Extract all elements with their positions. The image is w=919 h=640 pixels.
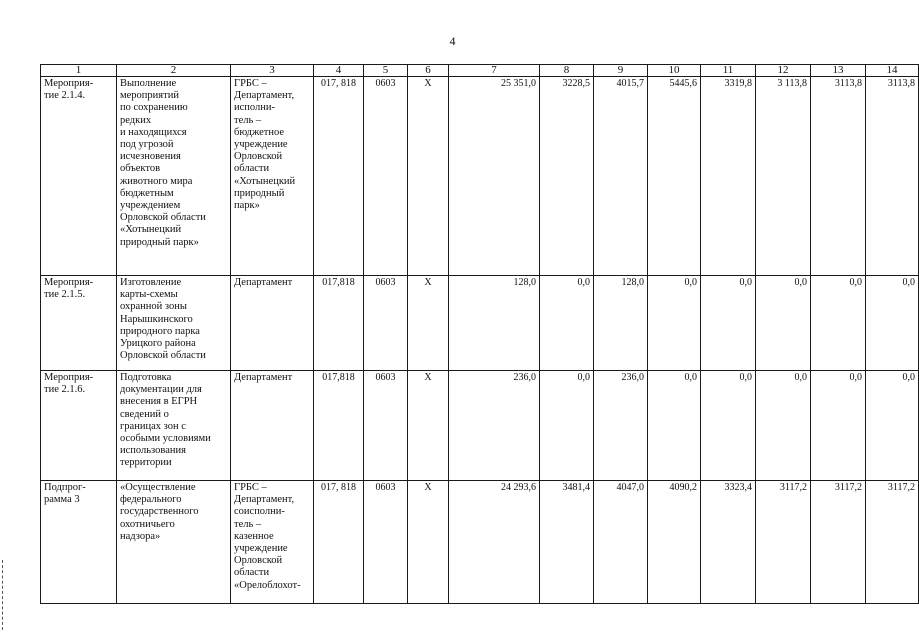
cell-text-line: рамма 3 <box>44 494 80 506</box>
table-body <box>41 65 919 604</box>
value-cell: 0,0 <box>866 276 919 371</box>
table-row <box>41 371 919 481</box>
cell-text-line: Изготовление <box>120 277 182 288</box>
cell-text-line: бюджетное <box>234 126 285 138</box>
value-cell: 017,818 <box>314 371 364 481</box>
cell-text-line: природный парк» <box>120 236 199 248</box>
item-name-cell <box>117 276 231 371</box>
cell-text-line: казенное <box>234 530 274 542</box>
cell-text-line: животного мира <box>120 175 193 187</box>
value-cell: 0603 <box>364 371 408 481</box>
cell-text-line: документации для <box>120 384 202 396</box>
cell-text-line: под угрозой <box>120 139 174 151</box>
cell-text-line: использования <box>120 445 186 457</box>
item-name-cell <box>117 371 231 481</box>
value-cell: 3117,2 <box>756 481 811 604</box>
item-code-cell <box>41 276 117 371</box>
cell-text-line: границах зон с <box>120 420 186 432</box>
value-cell: Х <box>408 276 449 371</box>
cell-text-line: особыми условиями <box>120 433 211 445</box>
cell-text-line: Мероприя- <box>44 372 94 383</box>
value-cell: 3 113,8 <box>756 77 811 276</box>
value-cell: 017,818 <box>314 276 364 371</box>
value-cell: Х <box>408 77 449 276</box>
table-row <box>41 77 919 276</box>
cell-text-line: учреждение <box>234 139 288 151</box>
value-cell: 0,0 <box>756 371 811 481</box>
value-cell: 3117,2 <box>866 481 919 604</box>
cell-text-line: соисполни- <box>234 506 285 518</box>
column-number: 5 <box>364 65 408 77</box>
value-cell: 0,0 <box>811 371 866 481</box>
value-cell: 0,0 <box>648 371 701 481</box>
value-cell: 0,0 <box>756 276 811 371</box>
value-cell: 4090,2 <box>648 481 701 604</box>
column-number: 13 <box>811 65 866 77</box>
value-cell: 3228,5 <box>540 77 594 276</box>
cell-text-line: Орловской <box>234 151 283 163</box>
table-row <box>41 481 919 604</box>
budget-table <box>40 64 919 604</box>
column-number: 2 <box>117 65 231 77</box>
value-cell: 0,0 <box>866 371 919 481</box>
cell-text-line: Департамент <box>234 372 293 383</box>
cell-text-line: мероприятий <box>120 90 179 102</box>
column-number: 7 <box>449 65 540 77</box>
column-number-row <box>41 65 919 77</box>
cell-text-line: ГРБС – <box>234 482 267 493</box>
item-name-cell <box>117 481 231 604</box>
cell-text-line: «Хотынецкий <box>234 175 296 187</box>
responsible-cell <box>231 481 314 604</box>
value-cell: 236,0 <box>449 371 540 481</box>
cell-text-line: «Осуществление <box>120 482 196 493</box>
column-number: 11 <box>701 65 756 77</box>
cell-text-line: учреждение <box>234 543 288 555</box>
column-number: 10 <box>648 65 701 77</box>
item-code-cell <box>41 77 117 276</box>
value-cell: 24 293,6 <box>449 481 540 604</box>
cell-text-line: карты-схемы <box>120 289 178 301</box>
value-cell: 3319,8 <box>701 77 756 276</box>
value-cell: 3117,2 <box>811 481 866 604</box>
cell-text-line: и находящихся <box>120 126 187 138</box>
value-cell: Х <box>408 371 449 481</box>
cell-text-line: территории <box>120 457 172 469</box>
cell-text-line: Департамент <box>234 277 293 288</box>
column-number: 9 <box>594 65 648 77</box>
value-cell: 0,0 <box>540 371 594 481</box>
cell-text-line: Подпрог- <box>44 482 86 493</box>
cell-text-line: Орловской области <box>120 212 206 224</box>
value-cell: 128,0 <box>449 276 540 371</box>
cell-text-line: охотничьего <box>120 518 175 530</box>
cell-text-line: Урицкого района <box>120 338 196 350</box>
item-code-cell <box>41 481 117 604</box>
cell-text-line: Мероприя- <box>44 277 94 288</box>
value-cell: 4047,0 <box>594 481 648 604</box>
cell-text-line: редких <box>120 114 152 126</box>
cell-text-line: исчезновения <box>120 151 181 163</box>
cell-text-line: Нарышкинского <box>120 313 193 325</box>
value-cell: 4015,7 <box>594 77 648 276</box>
cell-text-line: ГРБС – <box>234 78 267 89</box>
cell-text-line: «Хотынецкий <box>120 224 182 236</box>
cell-text-line: по сохранению <box>120 102 188 114</box>
value-cell: 017, 818 <box>314 481 364 604</box>
cell-text-line: области <box>234 567 270 579</box>
cell-text-line: сведений о <box>120 408 169 420</box>
cell-text-line: тие 2.1.6. <box>44 384 86 396</box>
value-cell: 0,0 <box>648 276 701 371</box>
cell-text-line: исполни- <box>234 102 275 114</box>
value-cell: 0,0 <box>540 276 594 371</box>
value-cell: Х <box>408 481 449 604</box>
value-cell: 128,0 <box>594 276 648 371</box>
value-cell: 3481,4 <box>540 481 594 604</box>
cell-text-line: тие 2.1.5. <box>44 289 86 301</box>
cell-text-line: тель – <box>234 114 262 126</box>
responsible-cell <box>231 77 314 276</box>
cell-text-line: тель – <box>234 518 262 530</box>
value-cell: 0,0 <box>701 371 756 481</box>
value-cell: 0603 <box>364 481 408 604</box>
cell-text-line: парк» <box>234 200 260 212</box>
value-cell: 3323,4 <box>701 481 756 604</box>
value-cell: 3113,8 <box>866 77 919 276</box>
scan-edge-mark <box>2 560 6 630</box>
value-cell: 0603 <box>364 77 408 276</box>
value-cell: 3113,8 <box>811 77 866 276</box>
column-number: 4 <box>314 65 364 77</box>
page-number: 4 <box>449 34 456 48</box>
responsible-cell <box>231 276 314 371</box>
cell-text-line: охранной зоны <box>120 301 187 313</box>
value-cell: 0,0 <box>811 276 866 371</box>
cell-text-line: объектов <box>120 163 161 175</box>
cell-text-line: тие 2.1.4. <box>44 90 86 102</box>
cell-text-line: государственного <box>120 506 199 518</box>
cell-text-line: Департамент, <box>234 90 295 102</box>
cell-text-line: Мероприя- <box>44 78 94 89</box>
value-cell: 5445,6 <box>648 77 701 276</box>
item-code-cell <box>41 371 117 481</box>
value-cell: 017, 818 <box>314 77 364 276</box>
cell-text-line: Подготовка <box>120 372 172 383</box>
cell-text-line: Орловской <box>234 555 283 567</box>
cell-text-line: области <box>234 163 270 175</box>
cell-text-line: природного парка <box>120 325 200 337</box>
cell-text-line: Орловской области <box>120 350 206 362</box>
cell-text-line: бюджетным <box>120 187 174 199</box>
value-cell: 236,0 <box>594 371 648 481</box>
cell-text-line: Департамент, <box>234 494 295 506</box>
value-cell: 25 351,0 <box>449 77 540 276</box>
cell-text-line: Выполнение <box>120 78 177 89</box>
column-number: 12 <box>756 65 811 77</box>
item-name-cell <box>117 77 231 276</box>
column-number: 3 <box>231 65 314 77</box>
cell-text-line: федерального <box>120 494 182 506</box>
cell-text-line: природный <box>234 187 285 199</box>
cell-text-line: надзора» <box>120 530 161 542</box>
cell-text-line: учреждением <box>120 200 181 212</box>
table-row <box>41 276 919 371</box>
cell-text-line: внесения в ЕГРН <box>120 396 198 408</box>
responsible-cell <box>231 371 314 481</box>
column-number: 6 <box>408 65 449 77</box>
cell-text-line: «Орелоблохот- <box>234 579 301 591</box>
column-number: 14 <box>866 65 919 77</box>
column-number: 8 <box>540 65 594 77</box>
column-number: 1 <box>41 65 117 77</box>
value-cell: 0,0 <box>701 276 756 371</box>
value-cell: 0603 <box>364 276 408 371</box>
